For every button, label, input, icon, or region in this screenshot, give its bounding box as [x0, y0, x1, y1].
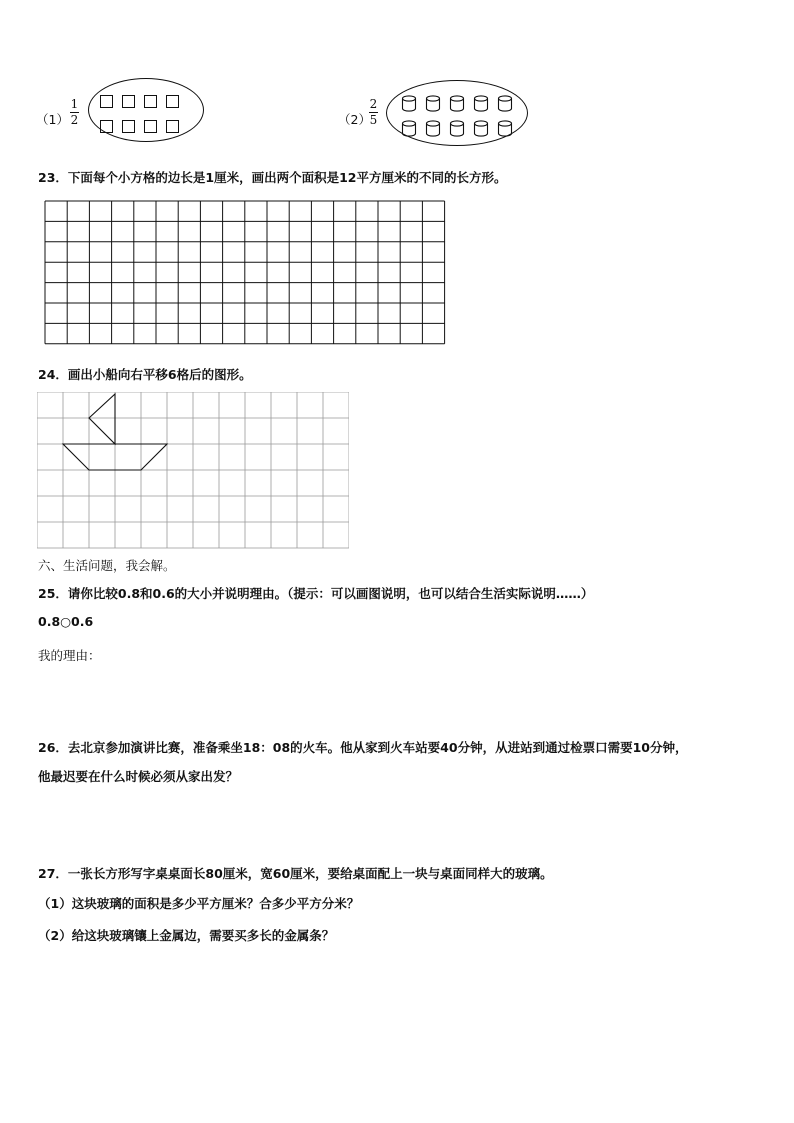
fraction-numerator: 1 [70, 97, 79, 111]
cylinder-shape [473, 120, 489, 137]
cylinder-shape [449, 95, 465, 112]
cylinder-shape [425, 120, 441, 137]
q24-text: 24．画出小船向右平移6格后的图形。 [38, 367, 252, 382]
q25-compare: 0.8○0.6 [38, 614, 94, 629]
square-shape [144, 95, 157, 108]
square-shape [166, 95, 179, 108]
q25-text: 25．请你比较0.8和0.6的大小并说明理由。（提示：可以画图说明，也可以结合生活实际说明……） [38, 586, 594, 601]
cylinder-shape [401, 95, 417, 112]
fraction-one-half [70, 98, 79, 127]
cylinder-shape [497, 120, 513, 137]
square-shape [122, 120, 135, 133]
q23-text: 23．下面每个小方格的边长是1厘米，画出两个面积是12平方厘米的不同的长方形。 [38, 170, 507, 185]
cylinder-shape [401, 120, 417, 137]
q26-line2: 他最迟要在什么时候必须从家出发？ [38, 769, 239, 784]
square-shape [100, 95, 113, 108]
cylinder-shape [473, 95, 489, 112]
fraction-denominator: 2 [70, 113, 79, 127]
cylinder-shape [449, 120, 465, 137]
square-shape [122, 95, 135, 108]
q27-sub1: （1）这块玻璃的面积是多少平方厘米？合多少平方分米？ [38, 896, 360, 911]
fraction-denominator: 5 [369, 113, 378, 127]
cylinder-shape [497, 95, 513, 112]
q25-reason-label: 我的理由： [38, 648, 101, 663]
section-6-heading: 六、生活问题，我会解。 [38, 558, 176, 573]
cylinder-shape [425, 95, 441, 112]
q23-grid[interactable] [44, 200, 448, 346]
q27-text: 27．一张长方形写字桌桌面长80厘米，宽60厘米，要给桌面配上一块与桌面同样大的玻璃。 [38, 866, 553, 881]
q24-grid[interactable] [37, 392, 349, 550]
square-shape [166, 120, 179, 133]
q27-sub2: （2）给这块玻璃镶上金属边，需要买多长的金属条？ [38, 928, 335, 943]
fraction-numerator: 2 [369, 97, 378, 111]
fraction-two-fifths [369, 98, 378, 127]
q22-part1-label: （1） [36, 112, 69, 127]
square-shape [100, 120, 113, 133]
q22-part2-label: （2） [338, 112, 371, 127]
boat-sail [89, 394, 115, 444]
square-shape [144, 120, 157, 133]
q26-line1: 26．去北京参加演讲比赛，准备乘坐18：08的火车。他从家到火车站要40分钟，从进站到通过检票口需要10分钟， [38, 740, 688, 755]
